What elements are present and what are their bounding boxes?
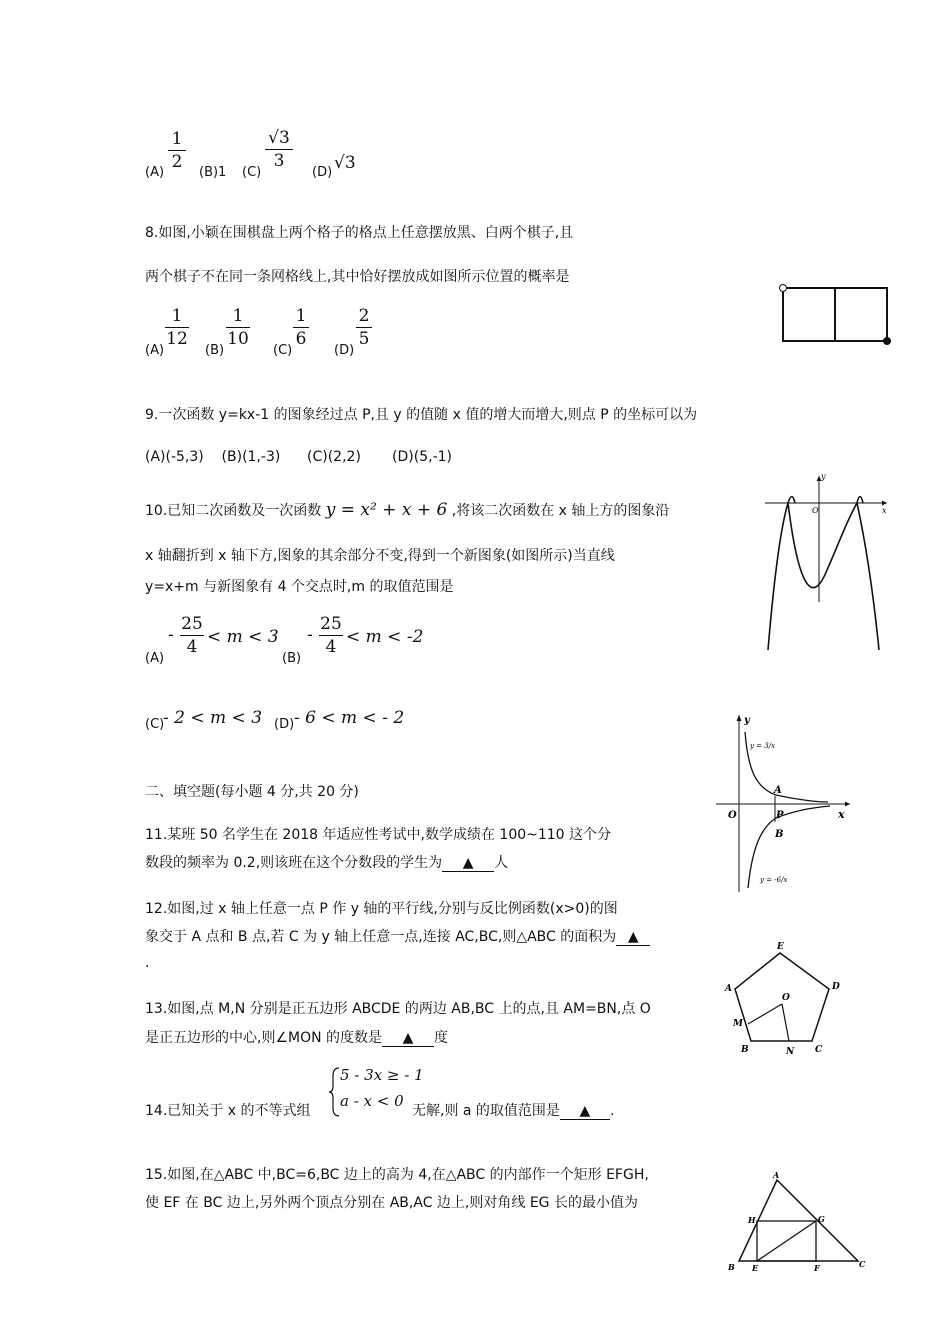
fraction-bar — [356, 327, 372, 328]
q7-option-a-label: (A) — [145, 165, 165, 180]
q8-b-numerator: 1 — [232, 306, 244, 326]
x-axis-arrow — [845, 802, 850, 807]
q12-line2 — [145, 926, 650, 946]
white-stone — [780, 285, 787, 292]
q15-line1: 15.如图,在△ABC 中,BC=6,BC 边上的高为 4,在△ABC 的内部作一个矩形 EFGH, — [145, 1167, 649, 1183]
origin-label: O — [812, 506, 819, 515]
folded-parabola-graph — [755, 470, 895, 655]
point-b-label: B — [775, 829, 784, 840]
q10-option-b-range: < m < -2 — [346, 627, 424, 647]
fraction-bar — [180, 635, 204, 636]
q7-c-denominator: 3 — [273, 151, 285, 171]
fraction-bar — [168, 150, 186, 151]
q14-text-a: 14.已知关于 x 的不等式组 — [145, 1103, 311, 1119]
vertex-e-label: E — [752, 1263, 759, 1273]
q13-line2 — [145, 1027, 448, 1047]
q7-option-b: (B)1 — [199, 165, 227, 180]
q8-option-a-fraction — [165, 306, 189, 349]
q8-option-d-label: (D) — [334, 343, 355, 358]
q10-line1-text-b: ,将该二次函数在 x 轴上方的图象沿 — [451, 503, 670, 519]
q10-b-numerator: 25 — [320, 614, 342, 634]
q10-line2: x 轴翻折到 x 轴下方,图象的其余部分不变,得到一个新图象(如图所示)当直线 — [145, 548, 615, 564]
regular-pentagon-figure — [722, 937, 847, 1062]
q14-inequality-2: a - x < 0 — [340, 1092, 404, 1110]
q11-unit: 人 — [494, 855, 509, 871]
q8-line2: 两个棋子不在同一条网格线上,其中恰好摆放成如图所示位置的概率是 — [145, 269, 570, 285]
point-a-label: A — [774, 785, 782, 796]
q10-a-denominator: 4 — [186, 637, 198, 657]
q14-line-text: 无解,则 a 的取值范围是 — [412, 1103, 560, 1119]
q9-options: (A)(-5,3) (B)(1,-3) (C)(2,2) (D)(5,-1) — [145, 449, 452, 465]
q10-option-a-fraction — [180, 614, 204, 657]
q10-option-d-label: (D) — [274, 717, 295, 732]
answer-blank[interactable]: ▲ — [560, 1103, 610, 1120]
q7-option-c-fraction — [265, 128, 293, 171]
q9-line1: 9.一次函数 y=kx-1 的图象经过点 P,且 y 的值随 x 值的增大而增大,则点 P 的坐标可以为 — [145, 407, 698, 423]
q7-option-d-value: √3 — [334, 153, 356, 173]
answer-blank[interactable]: ▲ — [442, 855, 494, 872]
q10-option-b-minus: - — [307, 625, 313, 645]
q10-option-a-range: < m < 3 — [207, 627, 279, 647]
y-axis-arrow — [737, 715, 742, 721]
q8-d-numerator: 2 — [358, 306, 370, 326]
q10-line1-text-a: 10.已知二次函数及一次函数 — [145, 503, 322, 519]
vertex-c-label: C — [815, 1045, 823, 1055]
triangle-rectangle-figure — [722, 1170, 872, 1275]
vertex-g-label: G — [818, 1214, 825, 1224]
q8-a-numerator: 1 — [171, 306, 183, 326]
q8-option-b-fraction — [226, 306, 250, 349]
q10-option-a-label: (A) — [145, 651, 165, 666]
q15-line2: 使 EF 在 BC 边上,另外两个顶点分别在 AB,AC 边上,则对角线 EG 长的最小值为 — [145, 1195, 638, 1211]
q12-line1: 12.如图,过 x 轴上任意一点 P 作 y 轴的平行线,分别与反比例函数(x>0)的图 — [145, 901, 618, 917]
q8-c-numerator: 1 — [295, 306, 307, 326]
q7-option-a-fraction — [168, 129, 186, 172]
q13-line2-text: 是正五边形的中心,则∠MON 的度数是 — [145, 1030, 383, 1046]
q11-line2 — [145, 852, 508, 872]
segment-om — [748, 1004, 782, 1024]
q11-line1: 11.某班 50 名学生在 2018 年适应性考试中,数学成绩在 100~110 这个分 — [145, 827, 612, 843]
q8-option-b-label: (B) — [205, 343, 225, 358]
q10-line1 — [145, 500, 669, 520]
vertex-b-label: B — [741, 1045, 749, 1055]
vertex-h-label: H — [748, 1215, 756, 1225]
vertex-e-label: E — [777, 942, 784, 952]
q8-a-denominator: 12 — [166, 329, 188, 349]
fraction-bar — [265, 149, 293, 150]
q10-option-a-minus: - — [168, 625, 174, 645]
q10-option-c-label: (C) — [145, 717, 165, 732]
vertex-a-label: A — [773, 1170, 780, 1180]
q10-formula: y = x² + x + 6 — [325, 500, 448, 520]
q8-b-denominator: 10 — [227, 329, 249, 349]
x-axis-arrow — [882, 501, 887, 506]
q14-period: . — [609, 1103, 615, 1119]
q10-option-b-label: (B) — [282, 651, 302, 666]
answer-blank[interactable]: ▲ — [616, 929, 650, 946]
q14-text-b — [412, 1100, 614, 1120]
q8-option-c-label: (C) — [273, 343, 293, 358]
q12-line2-text: 象交于 A 点和 B 点,若 C 为 y 轴上任意一点,连接 AC,BC,则△ABC 的面积为 — [145, 929, 617, 945]
q10-option-b-fraction — [319, 614, 343, 657]
q10-a-numerator: 25 — [181, 614, 203, 634]
q7-a-numerator: 1 — [171, 129, 183, 149]
folded-curve-left-hump — [788, 497, 795, 504]
y-axis-label: y — [744, 715, 750, 726]
q10-option-c-value: - 2 < m < 3 — [163, 708, 263, 728]
x-axis-label: x — [838, 808, 845, 821]
point-m-label: M — [733, 1019, 743, 1029]
q13-unit: 度 — [434, 1030, 449, 1046]
y-axis-label: y — [821, 472, 826, 481]
q10-line3: y=x+m 与新图象有 4 个交点时,m 的取值范围是 — [145, 579, 454, 595]
q8-d-denominator: 5 — [358, 329, 370, 349]
answer-blank[interactable]: ▲ — [382, 1030, 434, 1047]
q10-b-denominator: 4 — [325, 637, 337, 657]
folded-curve — [768, 503, 879, 650]
q8-option-a-label: (A) — [145, 343, 165, 358]
q7-option-c-label: (C) — [242, 165, 262, 180]
fraction-bar — [226, 327, 250, 328]
inverse-function-graph — [708, 710, 853, 895]
go-board-figure — [775, 280, 900, 350]
q10-option-d-value: - 6 < m < - 2 — [294, 708, 405, 728]
vertex-b-label: B — [728, 1262, 735, 1272]
center-o-label: O — [782, 993, 790, 1003]
vertex-c-label: C — [859, 1259, 866, 1269]
brace-shape — [329, 1068, 339, 1116]
segment-on — [782, 1004, 789, 1041]
q8-c-denominator: 6 — [295, 329, 307, 349]
q7-option-d-label: (D) — [312, 165, 333, 180]
vertex-f-label: F — [814, 1263, 820, 1273]
q12-line3: . — [145, 955, 150, 971]
x-axis-label: x — [882, 506, 887, 515]
black-stone — [883, 337, 891, 345]
fraction-bar — [293, 327, 309, 328]
q8-option-d-fraction — [356, 306, 372, 349]
q8-line1: 8.如图,小颖在围棋盘上两个格子的格点上任意摆放黑、白两个棋子,且 — [145, 225, 574, 241]
point-n-label: N — [786, 1047, 795, 1057]
vertex-a-label: A — [725, 984, 732, 994]
diagonal-eg — [757, 1221, 816, 1261]
vertex-d-label: D — [832, 982, 840, 992]
q7-c-numerator: √3 — [268, 128, 290, 148]
section-two-title: 二、填空题(每小题 4 分,共 20 分) — [145, 784, 359, 800]
q7-a-denominator: 2 — [171, 152, 183, 172]
q8-option-c-fraction — [293, 306, 309, 349]
function-label-positive: y = 3/x — [750, 742, 776, 750]
fraction-bar — [165, 327, 189, 328]
function-label-negative: y = -6/x — [760, 876, 788, 884]
fraction-bar — [319, 635, 343, 636]
folded-curve-right-hump — [857, 497, 863, 504]
q14-inequality-1: 5 - 3x ≥ - 1 — [340, 1066, 424, 1084]
q11-line2-text: 数段的频率为 0.2,则该班在这个分数段的学生为 — [145, 855, 443, 871]
point-p-label: P — [776, 810, 784, 821]
q13-line1: 13.如图,点 M,N 分别是正五边形 ABCDE 的两边 AB,BC 上的点,且 AM=BN,点 O — [145, 1001, 651, 1017]
origin-label: O — [728, 810, 737, 821]
